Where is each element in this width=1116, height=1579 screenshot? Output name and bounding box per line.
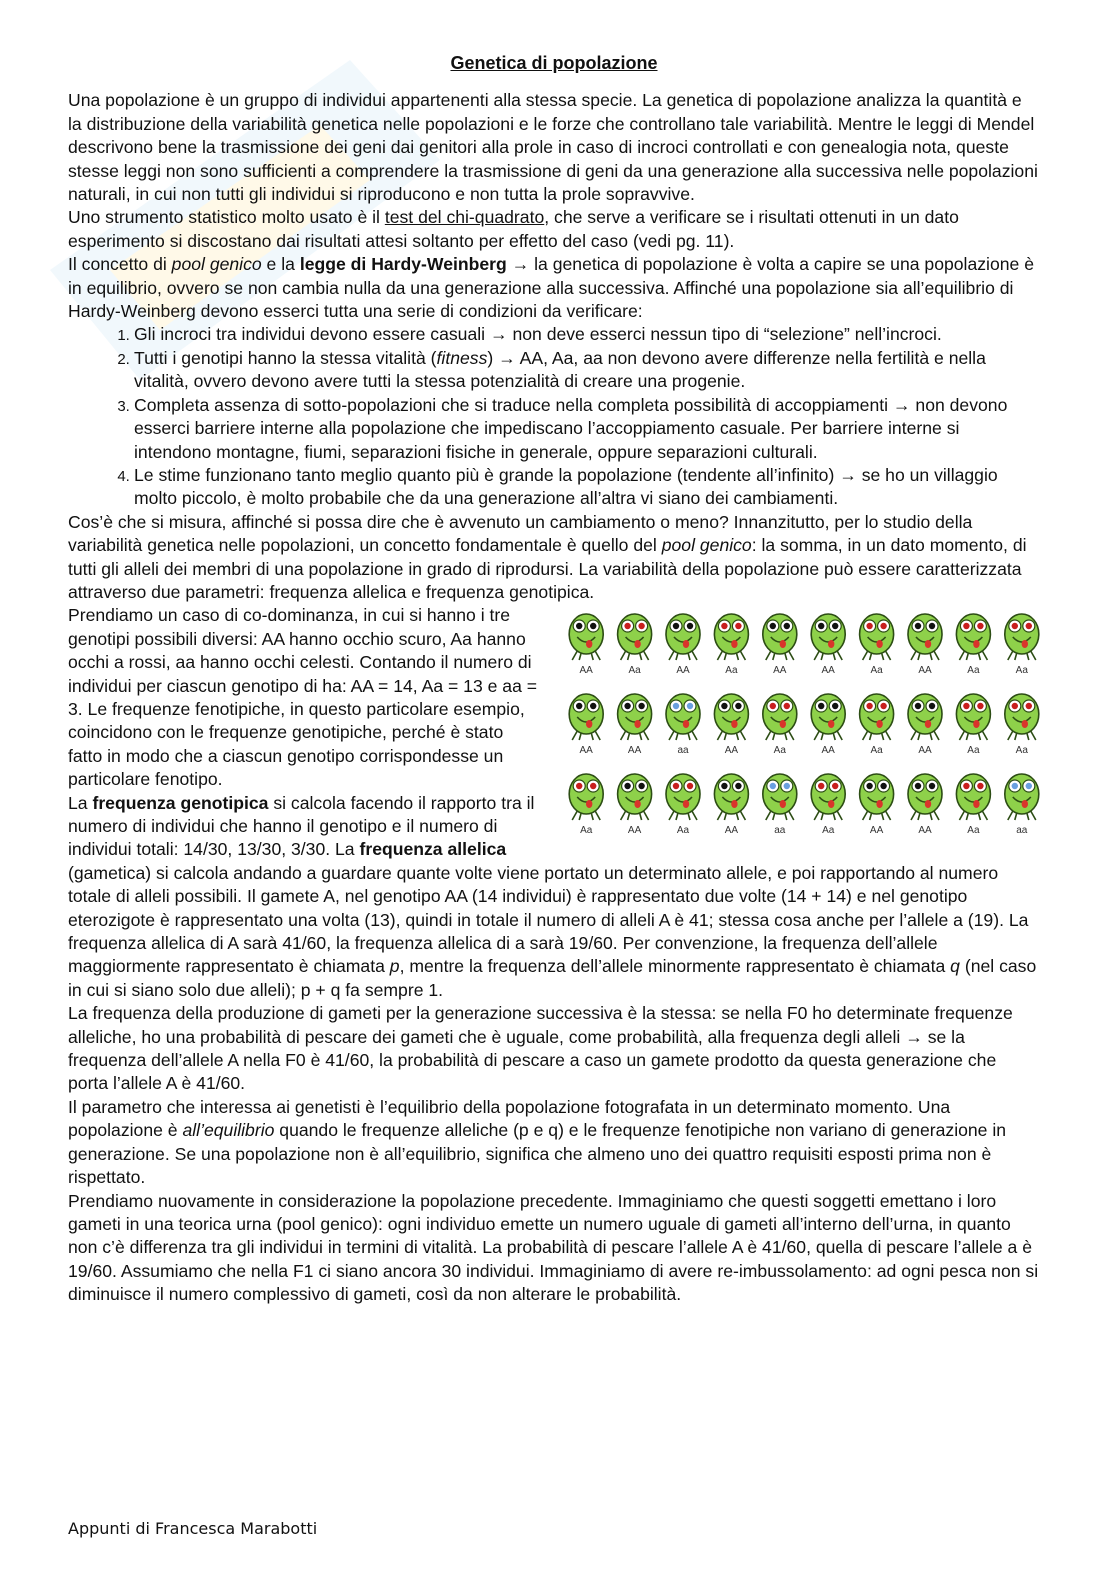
organism-body [666, 694, 700, 734]
eye-pupil [929, 783, 935, 789]
eye-pupil [1026, 623, 1032, 629]
eye-pupil [784, 623, 790, 629]
symbol-q: q [950, 956, 960, 977]
genotype-label: AA [821, 665, 835, 677]
tongue [780, 640, 786, 648]
eye-pupil [590, 623, 596, 629]
eye-pupil [915, 703, 921, 709]
term-fitness: fitness [436, 347, 488, 368]
genotype-label: aa [677, 745, 689, 757]
eye-pupil [915, 783, 921, 789]
organism-AA [908, 694, 942, 756]
text-segment: Completa assenza di sotto-popolazioni che si traduce nella completa possibilità di accoppiamenti [134, 394, 893, 415]
paragraph-chi-square [68, 206, 1040, 253]
genotype-label: Aa [870, 745, 883, 757]
text-segment: (nel caso in cui si siano solo due alleli); p + q fa sempre 1. [68, 956, 1037, 1000]
eye-pupil [735, 623, 741, 629]
eye-pupil [784, 703, 790, 709]
eye-pupil [624, 623, 630, 629]
genotype-label: Aa [773, 745, 786, 757]
organism-Aa [811, 774, 845, 836]
arrow-icon: → [892, 394, 911, 415]
chi-square-link[interactable]: test del chi-quadrato [384, 207, 545, 228]
eye-pupil [818, 703, 824, 709]
eye-pupil [721, 783, 727, 789]
text-segment: non deve esserci nessun tipo di “selezione” nell’incroci. [507, 324, 942, 345]
organism-AA [908, 774, 942, 836]
text-segment: Cos’è che si misura, affinché si possa dire che è avvenuto un cambiamento o meno? Innanzitutto, per lo studio della variabilità genetica nelle popolazioni, un concetto fondamentale è quello del [68, 511, 973, 556]
text-segment: : la somma, in un dato momento, di tutti gli alleli dei membri di una popolazione in grado di riprodursi. La variabilità della popolazione può essere caratterizzata attraverso due parametri: frequenza allelica e frequenza genotipica. [68, 535, 1027, 602]
genotype-label: Aa [967, 825, 980, 837]
genotype-label: AA [821, 745, 835, 757]
tongue [731, 720, 737, 728]
text-segment: Il parametro che interessa ai genetisti è l’equilibrio della popolazione fotografata in un determinato momento. Una popolazione è [68, 1096, 951, 1141]
eye-pupil [929, 623, 935, 629]
paragraph-intro: Una popolazione è un gruppo di individui appartenenti alla stessa specie. La genetica di popolazione analizza la quantità e la distribuzione della variabilità genetica nelle popolazioni e le forze che controllano tale variabilità. Mentre le leggi di Mendel descrivono bene la trasmissione dei geni dai genitori alla prole in caso di incroci controllati e con genealogia nota, queste stesse leggi non sono sufficienti a comprendere la trasmissione di geni da una generazione alla successiva nelle popolazioni naturali, in cui non tutti gli individui si riproducono e non tutta la prole sopravvive. [68, 90, 1038, 205]
term-frequenza-allelica: frequenza allelica [359, 839, 507, 860]
tongue [586, 720, 592, 728]
organism-body [763, 694, 797, 734]
eye-pupil [638, 703, 644, 709]
eye-pupil [735, 783, 741, 789]
organism-body [956, 694, 990, 734]
eye-pupil [832, 703, 838, 709]
eye-pupil [1012, 783, 1018, 789]
eye-pupil [929, 703, 935, 709]
term-hardy-weinberg: legge di Hardy-Weinberg [299, 254, 507, 275]
text-segment: Le stime funzionano tanto meglio quanto più è grande la popolazione (tendente all’infinito) [134, 464, 840, 485]
eye-pupil [866, 623, 872, 629]
genotype-label: Aa [725, 665, 738, 677]
tongue [586, 800, 592, 808]
organism-Aa [956, 694, 990, 756]
tongue [973, 800, 979, 808]
text-segment: (gametica) si calcola andando a guardare quante volte viene portato un determinato allele, e poi rapportando al numero totale di alleli possibili. Il gamete A, nel genotipo AA (14 individui) è rappresentato due volte (14 + 14) e nel genotipo eterozigote è rappresentato una volta (13), quindi in totale il numero di alleli A è 41; stessa cosa anche per l’allele a (19). La frequenza allelica di A sarà 41/60, la frequenza allelica di a sarà 19/60. Per convenzione, la frequenza dell’allele maggiormente rappresentato è chiamata [68, 862, 1029, 977]
tongue [925, 720, 931, 728]
eye-pupil [576, 783, 582, 789]
organism-body [618, 614, 652, 654]
eye-pupil [818, 623, 824, 629]
tongue [586, 640, 592, 648]
organism-body [908, 774, 942, 814]
eye-pupil [866, 703, 872, 709]
organism-body [569, 694, 603, 734]
eye-pupil [673, 623, 679, 629]
organism-body [714, 774, 748, 814]
organism-aa [763, 774, 797, 836]
organism-body [811, 614, 845, 654]
text-segment: Uno strumento statistico molto usato è il [68, 207, 385, 228]
text-segment: la genetica di popolazione è volta a capire se una popolazione è in equilibrio, ovvero se non cambia nulla da una generazione alla successiva. Affinché una popolazione sia all’equilibrio di Hardy-Weinberg devono esserci tutta una serie di condizioni da verificare: [68, 254, 1034, 322]
list-item [134, 347, 1040, 394]
organism-AA [811, 614, 845, 676]
term-frequenza-genotipica: frequenza genotipica [92, 792, 269, 813]
tongue [876, 800, 882, 808]
organism-body [860, 694, 894, 734]
organism-AA [860, 774, 894, 836]
organism-body [1005, 694, 1039, 734]
paragraph-equilibrium [68, 1096, 1040, 1190]
arrow-icon: → [506, 254, 535, 275]
tongue [634, 640, 640, 648]
organism-body [618, 694, 652, 734]
tongue [925, 800, 931, 808]
organism-AA [569, 614, 603, 676]
organism-AA [763, 614, 797, 676]
organism-Aa [618, 614, 652, 676]
document-page [68, 52, 1040, 1307]
genotype-label: aa [1016, 825, 1028, 837]
eye-pupil [624, 783, 630, 789]
text-segment: La frequenza della produzione di gameti per la generazione successiva è la stessa: se nella F0 ho determinate frequenze alleliche, ho una probabilità di pescare dei gameti che è uguale, come probabilità, alla frequenza degli alleli [68, 1003, 1013, 1047]
text-segment: La [68, 792, 93, 813]
genotype-label: Aa [967, 665, 980, 677]
arrow-icon: → [498, 347, 516, 368]
text-segment: Il concetto di [68, 254, 172, 275]
text-segment: , mentre la frequenza dell’allele minormente rappresentato è chiamata [399, 956, 951, 977]
genotype-label: Aa [822, 825, 835, 837]
organism-Aa [1005, 614, 1039, 676]
genotype-label: AA [627, 745, 642, 757]
text-segment: non devono esserci barriere interne alla popolazione che impediscano l’accoppiamento casuale. Per barriere interne si intendono montagne, fiumi, separazioni fisiche in generale, oppure separazioni culturali. [134, 394, 1008, 462]
organism-Aa [666, 774, 700, 836]
organism-body [666, 614, 700, 654]
organism-body [666, 774, 700, 814]
text-segment: se ho un villaggio molto piccolo, è molto probabile che da una generazione all’altra vi siano dei cambiamenti. [134, 464, 998, 509]
text-segment: e la [261, 254, 300, 275]
eye-pupil [818, 783, 824, 789]
text-segment: , che serve a verificare se i risultati ottenuti in un dato esperimento si discostano dai risultati attesi soltanto per effetto del caso (vedi pg. 11). [68, 207, 959, 251]
eye-pupil [977, 623, 983, 629]
tongue [828, 800, 834, 808]
genotype-label: AA [724, 825, 739, 837]
eye-pupil [735, 703, 741, 709]
term-pool-genico: pool genico [171, 254, 262, 275]
eye-pupil [866, 783, 872, 789]
eye-pupil [673, 703, 679, 709]
list-item [134, 394, 1040, 464]
genotype-label: AA [724, 745, 739, 757]
paragraph-hardy-weinberg [68, 253, 1040, 323]
eye-pupil [770, 783, 776, 789]
organism-body [714, 614, 748, 654]
organism-AA [811, 694, 845, 756]
organism-AA [666, 614, 700, 676]
eye-pupil [576, 703, 582, 709]
arrow-icon: → [905, 1026, 923, 1047]
genotype-label: Aa [1015, 745, 1028, 757]
eye-pupil [770, 703, 776, 709]
organism-Aa [956, 774, 990, 836]
paragraph-urn: Prendiamo nuovamente in considerazione la popolazione precedente. Immaginiamo che questi soggetti emettano i loro gameti in una teorica urna (pool genico): ogni individuo emette un numero uguale di gameti all’interno dell’urna, in quanto non c’è differenza tra gli individui in termini di vitalità. La probabilità di pescare l’allele A è 41/60, quella di pescare l’allele a è 19/60. Assumiamo che nella F1 ci siano ancora 30 individui. Immaginiamo di avere re-imbussolamento: ad ogni pesca non si diminuisce il numero complessivo di gameti, così da non alterare le probabilità. [68, 1190, 1039, 1305]
eye-pupil [1026, 783, 1032, 789]
eye-pupil [963, 623, 969, 629]
organism-AA [714, 694, 748, 756]
symbol-p: p [389, 956, 400, 977]
eye-pupil [590, 703, 596, 709]
paragraph-gametes [68, 1002, 1040, 1096]
organism-body [811, 694, 845, 734]
text-segment: AA, Aa, aa non devono avere differenze nella fertilità e nella vitalità, ovvero devono avere tutti la stessa potenzialità di creare una progenie. [134, 347, 986, 392]
tongue [828, 640, 834, 648]
text-segment: ) [487, 347, 499, 368]
tongue [1022, 640, 1028, 648]
tongue [731, 800, 737, 808]
eye-pupil [784, 783, 790, 789]
organism-Aa [569, 774, 603, 836]
organism-Aa [1005, 694, 1039, 756]
organism-body [1005, 774, 1039, 814]
genotype-label: AA [869, 825, 884, 837]
genotype-label: AA [579, 665, 593, 677]
text-segment: se la frequenza dell’allele A nella F0 è 41/60, la probabilità di pescare a caso un gamete prodotto da questa generazione che porta l’allele A è 41/60. [68, 1026, 997, 1094]
organism-aa [666, 694, 700, 756]
eye-pupil [963, 783, 969, 789]
organism-body [714, 694, 748, 734]
organism-body [569, 774, 603, 814]
tongue [925, 640, 931, 648]
tongue [973, 640, 979, 648]
eye-pupil [880, 623, 886, 629]
tongue [780, 720, 786, 728]
genotype-label: Aa [676, 825, 690, 837]
genotype-label: AA [676, 665, 690, 677]
eye-pupil [687, 703, 693, 709]
organism-body [908, 614, 942, 654]
paragraph-pool-genico [68, 511, 1040, 605]
organism-Aa [956, 614, 990, 676]
organism-body [860, 774, 894, 814]
conditions-list [68, 323, 1040, 510]
organism-aa [1005, 774, 1039, 836]
eye-pupil [721, 703, 727, 709]
eye-pupil [977, 703, 983, 709]
organism-body [1005, 614, 1039, 654]
paragraph-co-dominance: Prendiamo un caso di co-dominanza, in cui si hanno i tre genotipi possibili diversi: AA hanno occhio scuro, Aa hanno occhi a rossi, aa hanno occhi celesti. Contando il numero di individui per ciascun genotipo di ha: AA = 14, Aa = 13 e aa = 3. Le frequenze fenotipiche, in questo particolare esempio, coincidono con le frequenze genotipiche, perché è stato fatto in modo che a ciascun genotipo corrispondesse un particolare fenotipo. [68, 605, 538, 790]
organism-AA [618, 774, 652, 836]
eye-pupil [1012, 703, 1018, 709]
eye-pupil [1026, 703, 1032, 709]
organism-Aa [763, 694, 797, 756]
organism-AA [569, 694, 603, 756]
tongue [1022, 720, 1028, 728]
genotype-label: Aa [870, 665, 883, 677]
footer-author: Appunti di Francesca Marabotti [68, 1519, 318, 1538]
organism-body [956, 614, 990, 654]
eye-pupil [963, 703, 969, 709]
tongue [731, 640, 737, 648]
tongue [973, 720, 979, 728]
tongue [683, 800, 689, 808]
organism-body [908, 694, 942, 734]
organism-Aa [860, 614, 894, 676]
organism-body [956, 774, 990, 814]
tongue [780, 800, 786, 808]
tongue [634, 800, 640, 808]
tongue [876, 720, 882, 728]
organism-AA [618, 694, 652, 756]
eye-pupil [576, 623, 582, 629]
tongue [1022, 800, 1028, 808]
eye-pupil [638, 783, 644, 789]
organism-AA [908, 614, 942, 676]
organism-body [811, 774, 845, 814]
term-all-equilibrio: all’equilibrio [182, 1120, 275, 1141]
organism-body [763, 614, 797, 654]
eye-pupil [638, 623, 644, 629]
eye-pupil [977, 783, 983, 789]
tongue [634, 720, 640, 728]
text-segment: quando le frequenze alleliche (p e q) e le frequenze fenotipiche non variano di generazione in generazione. Se una popolazione non è all’equilibrio, significa che almeno uno dei quattro requisiti esposti prima non è rispettato. [68, 1120, 1007, 1188]
genotype-label: aa [774, 825, 786, 837]
genotype-label: AA [579, 745, 593, 757]
text-segment: si calcola facendo il rapporto tra il numero di individui che hanno il genotipo e il numero di individui totali: 14/30, 13/30, 3/30. La [68, 792, 535, 860]
genotype-label: AA [918, 745, 932, 757]
genotype-label: AA [773, 665, 787, 677]
list-item [134, 464, 1040, 511]
organism-body [618, 774, 652, 814]
genotype-label: Aa [628, 665, 641, 677]
genotype-figure [562, 608, 1046, 846]
genotype-label: Aa [580, 825, 593, 837]
eye-pupil [1012, 623, 1018, 629]
tongue [683, 720, 689, 728]
arrow-icon: → [489, 324, 508, 345]
eye-pupil [915, 623, 921, 629]
organism-body [860, 614, 894, 654]
eye-pupil [880, 783, 886, 789]
genotype-label: Aa [1015, 665, 1028, 677]
eye-pupil [832, 783, 838, 789]
organism-Aa [860, 694, 894, 756]
tongue [828, 720, 834, 728]
eye-pupil [832, 623, 838, 629]
eye-pupil [687, 783, 693, 789]
eye-pupil [590, 783, 596, 789]
organism-Aa [714, 614, 748, 676]
page-title: Genetica di popolazione [450, 53, 658, 73]
eye-pupil [880, 703, 886, 709]
eye-pupil [673, 783, 679, 789]
organism-body [569, 614, 603, 654]
genotype-label: AA [918, 825, 932, 837]
tongue [683, 640, 689, 648]
genotype-label: AA [918, 665, 932, 677]
text-segment: Gli incroci tra individui devono essere casuali [134, 324, 490, 345]
list-item [134, 323, 1040, 346]
organism-AA [714, 774, 748, 836]
genotype-label: Aa [967, 745, 980, 757]
eye-pupil [721, 623, 727, 629]
tongue [876, 640, 882, 648]
eye-pupil [770, 623, 776, 629]
arrow-icon: → [839, 464, 857, 485]
term-pool-genico: pool genico [661, 535, 752, 556]
organism-body [763, 774, 797, 814]
genotype-label: AA [627, 825, 642, 837]
text-segment: Tutti i genotipi hanno la stessa vitalità ( [134, 347, 437, 368]
eye-pupil [624, 703, 630, 709]
eye-pupil [687, 623, 693, 629]
